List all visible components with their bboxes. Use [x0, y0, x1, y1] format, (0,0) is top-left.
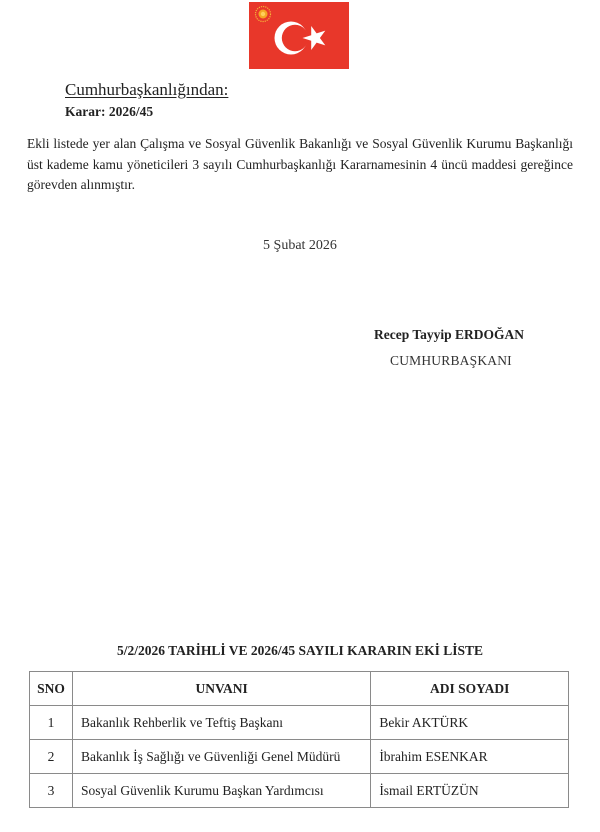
decision-date: 5 Şubat 2026	[263, 238, 337, 253]
decision-body: Ekli listede yer alan Çalışma ve Sosyal Güvenlik Bakanlığı ve Sosyal Güvenlik Kurumu Başkanlığı üst kademe kamu yöneticileri 3 sayılı Cumhurbaşkanlığı Kararnamesinin 4 üncü maddesi gereğince görevden alınmıştır.	[27, 136, 573, 192]
turkish-flag-emblem	[249, 2, 349, 69]
table-header-row	[30, 672, 569, 706]
decision-number: Karar: 2026/45	[65, 104, 154, 119]
column-header-name: ADI SOYADI	[371, 672, 569, 706]
annex-table	[29, 671, 569, 808]
annex-title: 5/2/2026 TARİHLİ VE 2026/45 SAYILI KARARIN EKİ LİSTE	[117, 643, 483, 658]
cell-title: Sosyal Güvenlik Kurumu Başkan Yardımcısı	[72, 774, 370, 808]
table-row	[30, 740, 569, 774]
flag-icon	[249, 2, 349, 69]
cell-sno: 1	[30, 706, 73, 740]
signer-title: CUMHURBAŞKANI	[390, 353, 512, 368]
cell-title: Bakanlık Rehberlik ve Teftiş Başkanı	[72, 706, 370, 740]
cell-name: İsmail ERTÜZÜN	[371, 774, 569, 808]
table-row	[30, 706, 569, 740]
issuer-heading: Cumhurbaşkanlığından:	[65, 80, 229, 99]
table-row	[30, 774, 569, 808]
column-header-sno: SNO	[30, 672, 73, 706]
cell-name: İbrahim ESENKAR	[371, 740, 569, 774]
cell-name: Bekir AKTÜRK	[371, 706, 569, 740]
cell-sno: 3	[30, 774, 73, 808]
column-header-title: UNVANI	[72, 672, 370, 706]
cell-title: Bakanlık İş Sağlığı ve Güvenliği Genel Müdürü	[72, 740, 370, 774]
signer-name: Recep Tayyip ERDOĞAN	[374, 327, 525, 342]
cell-sno: 2	[30, 740, 73, 774]
